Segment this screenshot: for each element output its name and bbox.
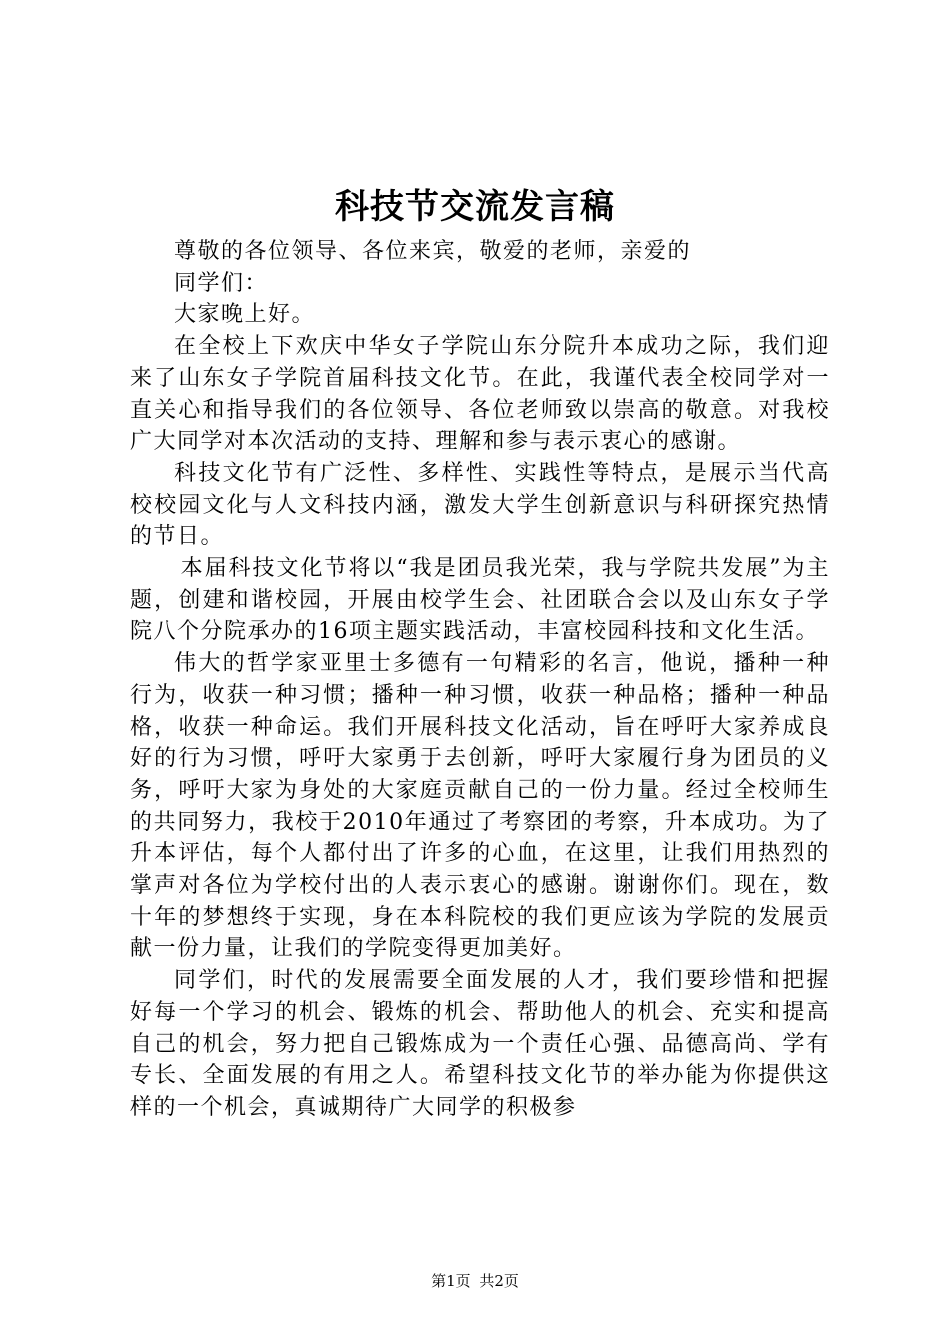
paragraph-3: 本届科技文化节将以“我是团员我光荣，我与学院共发展”为主题，创建和谐校园，开展由校学生会、社团联合会以及山东女子学院八个分院承办的16项主题实践活动，丰富校园科技和文化生活。 bbox=[130, 556, 830, 645]
paragraph-2: 科技文化节有广泛性、多样性、实践性等特点，是展示当代高校校园文化与人文科技内涵，激发大学生创新意识与科研探究热情的节日。 bbox=[130, 460, 830, 550]
paragraph-1: 在全校上下欢庆中华女子学院山东分院升本成功之际，我们迎来了山东女子学院首届科技文化节。在此，我谨代表全校同学对一直关心和指导我们的各位领导、各位老师致以崇高的敬意。对我校广大同学对本次活动的支持、理解和参与表示衷心的感谢。 bbox=[130, 334, 830, 455]
salutation-line-2: 同学们： bbox=[174, 270, 269, 296]
paragraph-5: 同学们，时代的发展需要全面发展的人才，我们要珍惜和把握好每一个学习的机会、锻炼的机会、帮助他人的机会、充实和提高自己的机会，努力把自己锻炼成为一个责任心强、品德高尚、学有专长、全面发展的有用之人。希望科技文化节的举办能为你提供这样的一个机会，真诚期待广大同学的积极参 bbox=[130, 968, 830, 1120]
paragraph-4: 伟大的哲学家亚里士多德有一句精彩的名言，他说，播种一种行为，收获一种习惯；播种一种习惯，收获一种品格；播种一种品格，收获一种命运。我们开展科技文化活动，旨在呼吁大家养成良好的行为习惯，呼吁大家勇于去创新，呼吁大家履行身为团员的义务，呼吁大家为身处的大家庭贡献自己的一份力量。经过全校师生的共同努力，我校于2010年通过了考察团的考察，升本成功。为了升本评估，每个人都付出了许多的心血，在这里，让我们用热烈的掌声对各位为学校付出的人表示衷心的感谢。谢谢你们。现在，数十年的梦想终于实现，身在本科院校的我们更应该为学院的发展贡献一份力量，让我们的学院变得更加美好。 bbox=[130, 651, 830, 962]
page-number-total: 共2页 bbox=[479, 1272, 519, 1290]
greeting: 大家晚上好。 bbox=[174, 302, 316, 328]
salutation-line-1: 尊敬的各位领导、各位来宾，敬爱的老师，亲爱的 bbox=[174, 239, 692, 264]
document-body bbox=[130, 236, 830, 1124]
page-footer bbox=[0, 1271, 950, 1291]
document-title: 科技节交流发言稿 bbox=[335, 187, 615, 227]
page-number-current: 第1页 bbox=[431, 1272, 471, 1290]
